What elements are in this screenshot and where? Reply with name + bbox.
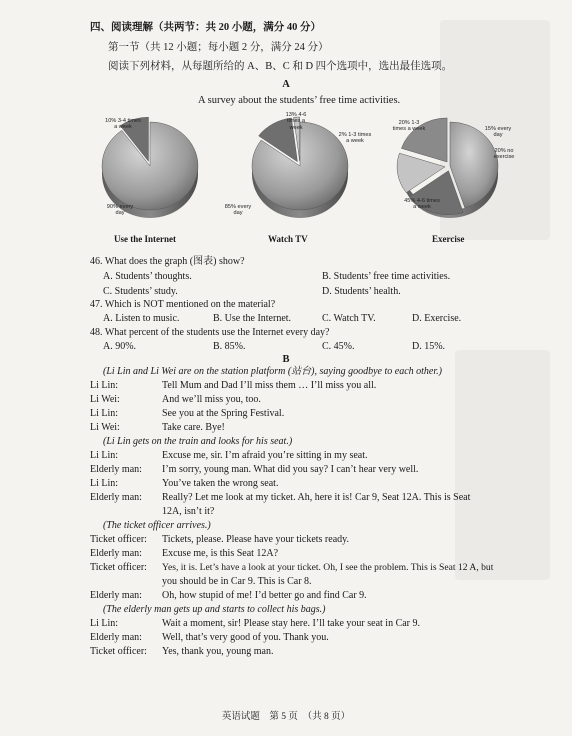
question-47-option-a[interactable]: A. Listen to music. — [103, 313, 180, 324]
question-47-option-d[interactable]: D. Exercise. — [412, 313, 462, 324]
line-text: Excuse me, sir. I’m afraid you’re sitting in my seat. — [162, 450, 368, 461]
dialogue-line — [90, 478, 278, 490]
dialogue-line — [90, 576, 312, 588]
question-48-option-c[interactable]: C. 45%. — [322, 341, 355, 352]
question-48-stem: 48. What percent of the students use the Internet every day? — [90, 327, 330, 338]
speaker: Elderly man: — [90, 492, 142, 503]
section-part: 第一节（共 12 小题；每小题 2 分，满分 24 分） — [108, 42, 329, 53]
question-47-option-b[interactable]: B. Use the Internet. — [213, 313, 292, 324]
pie2-caption: Watch TV — [268, 234, 308, 244]
speaker: Li Wei: — [90, 394, 120, 405]
pie1-caption: Use the Internet — [114, 234, 176, 244]
line-text: Tell Mum and Dad I’ll miss them … I’ll miss you all. — [162, 380, 377, 391]
dialogue-line — [90, 632, 329, 644]
question-47-stem: 47. Which is NOT mentioned on the material? — [90, 299, 276, 310]
passage-a-letter: A — [282, 79, 290, 90]
pie1-slice-label: 10% 3-4 times a week — [105, 118, 141, 131]
dialogue-line — [90, 450, 368, 462]
question-46-stem: 46. What does the graph (图表) show? — [90, 256, 245, 267]
dialogue-line — [90, 394, 261, 406]
speaker: Li Lin: — [90, 380, 119, 391]
pie3-caption: Exercise — [432, 234, 465, 244]
pie-slice — [102, 122, 198, 210]
speaker: Ticket officer: — [90, 534, 147, 545]
page-footer: 英语试题 第 5 页 （共 8 页） — [221, 712, 351, 722]
section-instruction: 阅读下列材料，从每题所给的 A、B、C 和 D 四个选项中，选出最佳选项。 — [108, 61, 453, 72]
line-text: Wait a moment, sir! Please stay here. I’ll take your seat in Car 9. — [162, 618, 421, 629]
speaker: Ticket officer: — [90, 562, 147, 573]
question-48-option-a[interactable]: A. 90%. — [103, 341, 137, 352]
question-47-option-c[interactable]: C. Watch TV. — [322, 313, 376, 324]
speaker: Li Lin: — [90, 450, 119, 461]
speaker: Elderly man: — [90, 632, 142, 643]
dialogue-line — [90, 562, 493, 574]
pie3-slice-label: 20% 1-3 times a week — [392, 120, 426, 133]
speaker: Li Wei: — [90, 422, 120, 433]
line-text: Well, that’s very good of you. Thank you. — [162, 632, 329, 643]
line-text: Oh, how stupid of me! I’d better go and find Car 9. — [162, 590, 367, 601]
speaker: Li Lin: — [90, 478, 119, 489]
line-text: Yes, thank you, young man. — [162, 646, 274, 657]
section-heading: 四、阅读理解（共两节：共 20 小题，满分 40 分） — [90, 22, 321, 33]
speaker: Elderly man: — [90, 464, 142, 475]
stage-direction: (Li Lin gets on the train and looks for his seat.) — [103, 436, 293, 447]
line-text: See you at the Spring Festival. — [162, 408, 285, 419]
pie3-slice-label: 45% 4-6 times a week — [404, 198, 440, 211]
dialogue-line — [90, 590, 367, 602]
speaker: Elderly man: — [90, 590, 142, 601]
pie2-slice-label: 85% every day — [224, 204, 252, 217]
dialogue-line — [90, 506, 214, 518]
passage-b-letter: B — [282, 354, 290, 365]
speaker: Li Lin: — [90, 408, 119, 419]
pie1-slice-label: 90% every day — [106, 204, 134, 217]
dialogue-line — [90, 408, 284, 420]
line-text: Take care. Bye! — [162, 422, 225, 433]
speaker: Ticket officer: — [90, 646, 147, 657]
dialogue-line — [90, 464, 418, 476]
question-46-option-a[interactable]: A. Students’ thoughts. — [103, 271, 192, 282]
pie3-slice-label: 15% every day — [484, 126, 512, 139]
pie3-slice-label: 20% no exercise — [493, 148, 515, 161]
line-text: You’ve taken the wrong seat. — [162, 478, 279, 489]
line-text: 12A, isn’t it? — [162, 506, 215, 517]
stage-direction: (Li Lin and Li Wei are on the station platform (站台), saying goodbye to each other.) — [103, 366, 442, 377]
dialogue-line — [90, 380, 376, 392]
stage-direction: (The elderly man gets up and starts to collect his bags.) — [103, 604, 326, 615]
line-text: And we’ll miss you, too. — [162, 394, 261, 405]
speaker: Elderly man: — [90, 548, 142, 559]
dialogue-line — [90, 548, 278, 560]
question-46-option-b[interactable]: B. Students’ free time activities. — [322, 271, 451, 282]
line-text: Tickets, please. Please have your tickets ready. — [162, 534, 349, 545]
dialogue-line — [90, 534, 349, 546]
question-48-option-b[interactable]: B. 85%. — [213, 341, 246, 352]
speaker: Li Lin: — [90, 618, 119, 629]
dialogue-line — [90, 618, 420, 630]
dialogue-line — [90, 492, 470, 504]
stage-direction: (The ticket officer arrives.) — [103, 520, 211, 531]
line-text: Really? Let me look at my ticket. Ah, here it is! Car 9, Seat 12A. This is Seat — [162, 492, 471, 503]
survey-charts — [80, 108, 520, 246]
dialogue-line — [90, 646, 273, 658]
dialogue-line — [90, 422, 225, 434]
scan-smudge — [455, 350, 550, 580]
line-text: Excuse me, is this Seat 12A? — [162, 548, 279, 559]
question-46-option-d[interactable]: D. Students’ health. — [322, 286, 401, 297]
line-text: you should be in Car 9. This is Car 8. — [162, 576, 312, 587]
pie2-slice-label: 2% 1-3 times a week — [338, 132, 372, 145]
passage-a-title: A survey about the students’ free time activities. — [198, 95, 401, 106]
line-text: Yes, it is. Let’s have a look at your ticket. Oh, I see the problem. This is Seat 12 A, but — [162, 562, 494, 573]
question-46-option-c[interactable]: C. Students’ study. — [103, 286, 178, 297]
line-text: I’m sorry, young man. What did you say? I can’t hear very well. — [162, 464, 419, 475]
question-48-option-d[interactable]: D. 15%. — [412, 341, 446, 352]
pie2-slice-label: 13% 4-6 times a week — [285, 112, 307, 131]
